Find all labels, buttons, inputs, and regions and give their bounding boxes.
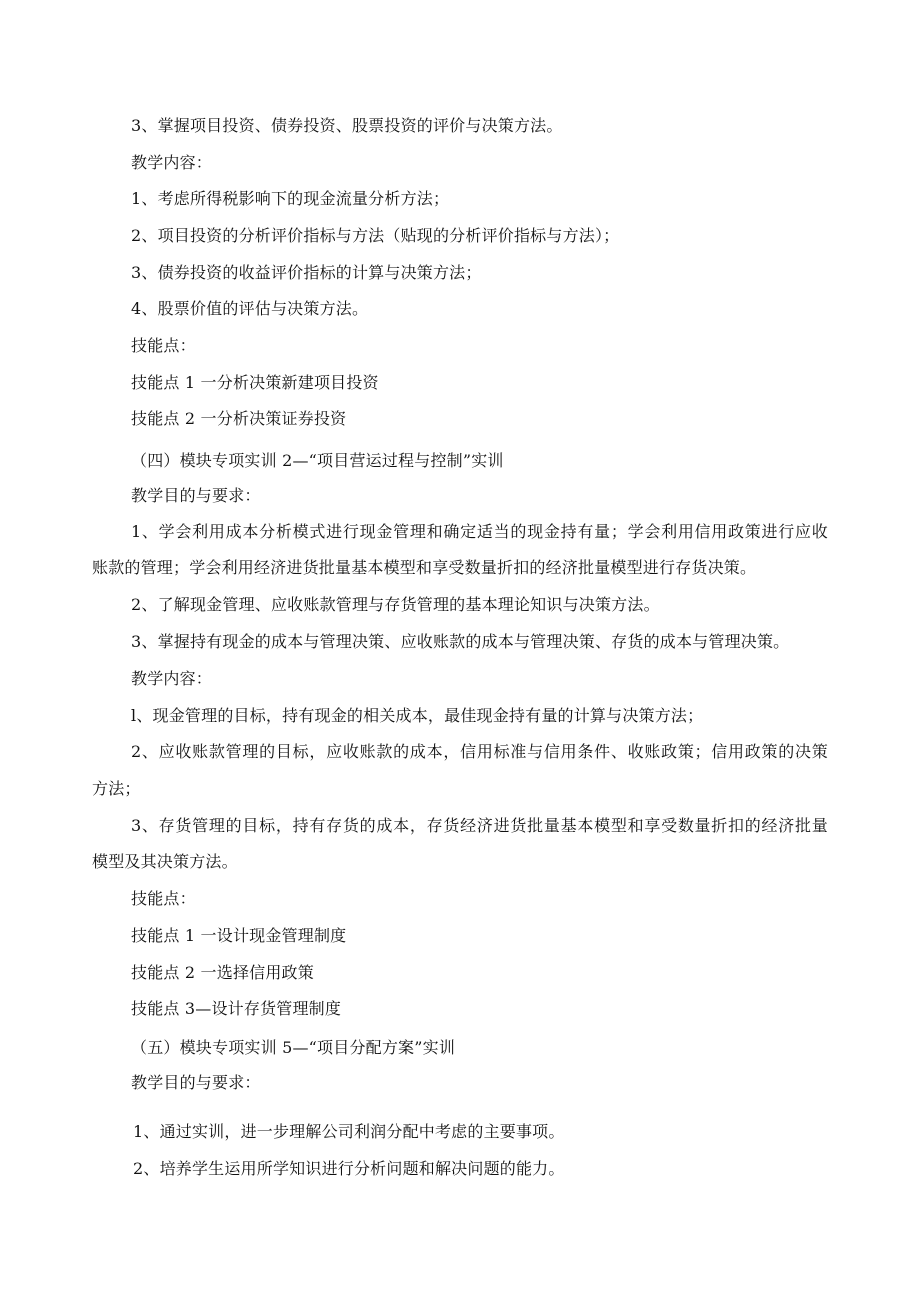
objectives-heading-2: 教学目的与要求： — [131, 1073, 261, 1092]
teaching-content-heading-2: 教学内容： — [131, 669, 213, 688]
skill-point-3b: 技能点 3—设计存货管理制度 — [131, 999, 342, 1018]
skill-point-2b: 技能点 2 一选择信用政策 — [131, 963, 314, 982]
skill-points-heading-2: 技能点： — [131, 889, 196, 908]
content-item-3: 3、债券投资的收益评价指标的计算与决策方法； — [131, 263, 482, 282]
objective-item-2: 2、了解现金管理、应收账款管理与存货管理的基本理论知识与决策方法。 — [131, 595, 660, 614]
content-item-3b-line-2: 模型及其决策方法。 — [92, 852, 238, 871]
objective-item-3: 3、掌握项目投资、债券投资、股票投资的评价与决策方法。 — [131, 116, 563, 135]
content-item-2: 2、项目投资的分析评价指标与方法（贴现的分析评价指标与方法）； — [131, 226, 620, 245]
content-item-1b: l、现金管理的目标，持有现金的相关成本，最佳现金持有量的计算与决策方法； — [131, 706, 704, 725]
content-item-3b-line-1: 3、存货管理的目标，持有存货的成本，存货经济进货批量基本模型和享受数量折扣的经济批量 — [131, 816, 828, 835]
content-item-2b-line-1: 2、应收账款管理的目标，应收账款的成本，信用标准与信用条件、收账政策；信用政策的决策 — [131, 742, 828, 761]
teaching-content-heading: 教学内容： — [131, 153, 213, 172]
content-item-2b-line-2: 方法； — [92, 779, 141, 798]
objective-item-3b: 3、掌握持有现金的成本与管理决策、应收账款的成本与管理决策、存货的成本与管理决策。 — [131, 632, 790, 651]
skill-point-1b: 技能点 1 一设计现金管理制度 — [131, 926, 347, 945]
objective-item-1-line-1: 1、学会利用成本分析模式进行现金管理和确定适当的现金持有量；学会利用信用政策进行应收 — [131, 522, 828, 541]
section-heading-4: （四）模块专项实训 2—“项目营运过程与控制”实训 — [131, 451, 504, 470]
skill-point-1: 技能点 1 一分析决策新建项目投资 — [131, 373, 379, 392]
section-heading-5: （五）模块专项实训 5—“项目分配方案”实训 — [131, 1038, 456, 1057]
objective-item-1c: 1、通过实训，进一步理解公司利润分配中考虑的主要事项。 — [133, 1122, 565, 1141]
skill-points-heading: 技能点： — [131, 336, 196, 355]
skill-point-2: 技能点 2 一分析决策证券投资 — [131, 409, 347, 428]
objective-item-1-line-2: 账款的管理；学会利用经济进货批量基本模型和享受数量折扣的经济批量模型进行存货决策。 — [92, 558, 757, 577]
objective-item-2c: 2、培养学生运用所学知识进行分析问题和解决问题的能力。 — [133, 1159, 565, 1178]
content-item-1: 1、考虑所得税影响下的现金流量分析方法； — [131, 189, 450, 208]
content-item-4: 4、股票价值的评估与决策方法。 — [131, 299, 369, 318]
objectives-heading: 教学目的与要求： — [131, 486, 261, 505]
